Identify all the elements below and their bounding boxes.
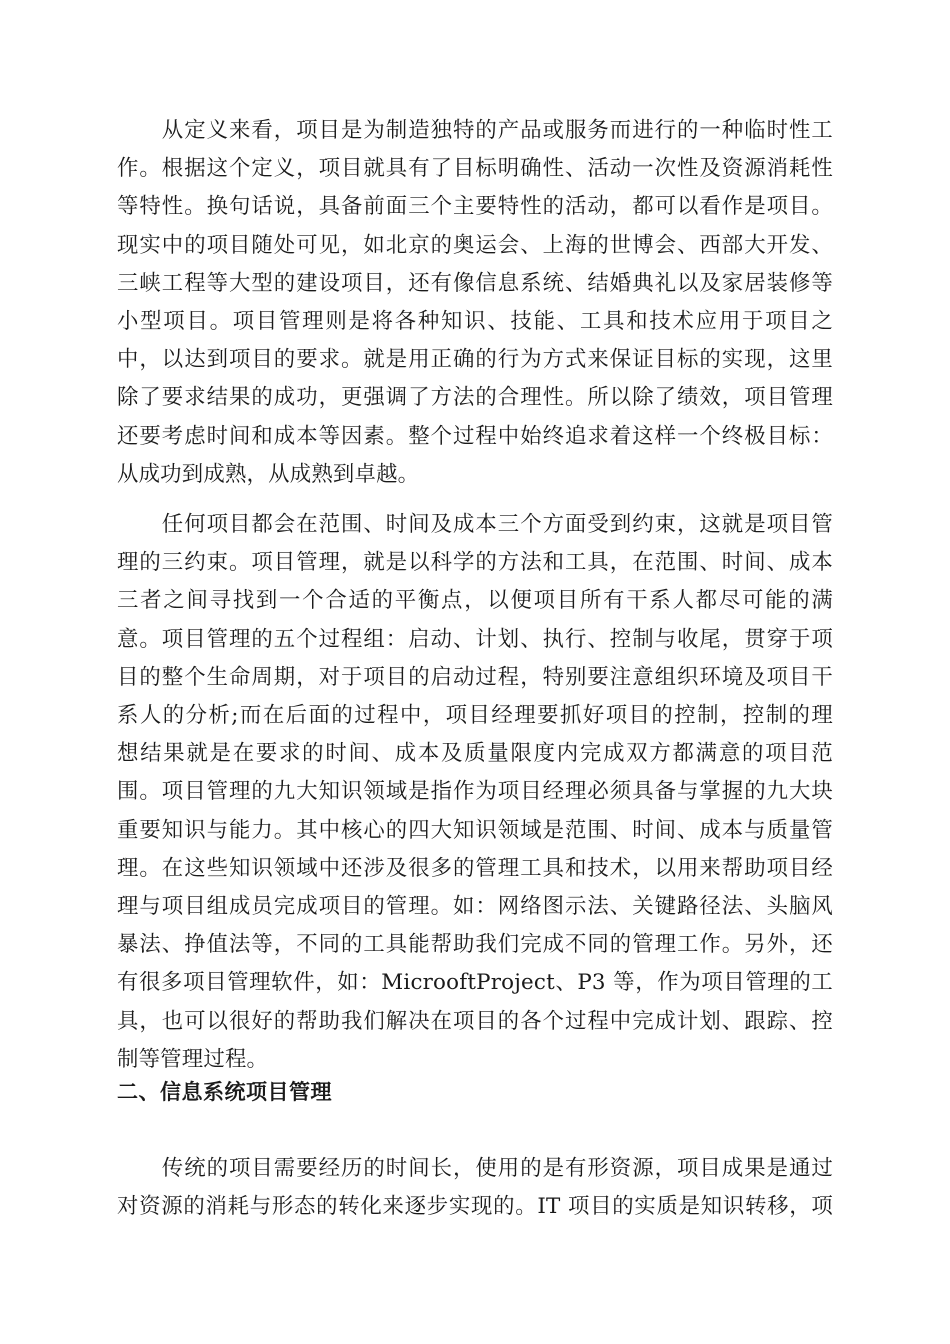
paragraph-2-text: 任何项目都会在范围、时间及成本三个方面受到约束，这就是项目管 理的三约束。项目管理，就是以科学的方法和工具，在范围、时间、成本 三者之间寻找到一个合适的平衡点，以便项目所有干系人都尽可能的满 意。项目管理的五个过程组：启动、计划、执行、控制与收尾，贯穿于项 目的整个生命周期，对于项目的启动过程，特别要注意组织环境及项目干 系人的分析;而在后面的过程中，项目经理要抓好项目的控制，控制的理 想结果就是在要求的时间、成本及质量限度内完成双方都满意的项目范 围。项目管理的九大知识领域是指作为项目经理必须具备与掌握的九大块 重要知识与能力。其中核心的四大知识领域是范围、时间、成本与质量管 理。在这些知识领域中还涉及很多的管理工具和技术，以用来帮助项目经 理与项目组成员完成项目的管理。如：网络图示法、关键路径法、头脑风 暴法、挣值法等，不同的工具能帮助我们完成不同的管理工作。另外，还 有很多项目管理软件，如：MicrooftProject、P3 等，作为项目管理的工 具，也可以很好的帮助我们解决在项目的各个过程中完成计划、跟踪、控 (117, 512, 833, 1034)
paragraph-it-projects (117, 1150, 833, 1226)
paragraph-project-constraints (117, 506, 833, 1079)
paragraph-1-last-line: 从成功到成熟，从成熟到卓越。 (117, 461, 420, 487)
section-heading: 二、信息系统项目管理 (117, 1080, 332, 1104)
paragraph-project-definition (117, 112, 833, 494)
paragraph-1-text: 从定义来看，项目是为制造独特的产品或服务而进行的一种临时性工 作。根据这个定义，项目就具有了目标明确性、活动一次性及资源消耗性 等特性。换句话说，具备前面三个主要特性的活动，都可以看作是项目。 现实中的项目随处可见，如北京的奥运会、上海的世博会、西部大开发、 三峡工程等大型的建设项目，还有像信息系统、结婚典礼以及家居装修等 小型项目。项目管理则是将各种知识、技能、工具和技术应用于项目之 中，以达到项目的要求。就是用正确的行为方式来保证目标的实现，这里 除了要求结果的成功，更强调了方法的合理性。所以除了绩效，项目管理 还要考虑时间和成本等因素。整个过程中始终追求着这样一个终极目标： (117, 118, 833, 449)
paragraph-2-last-line: 制等管理过程。 (117, 1046, 269, 1072)
paragraph-3-text: 传统的项目需要经历的时间长，使用的是有形资源，项目成果是通过 对资源的消耗与形态的转化来逐步实现的。IT 项目的实质是知识转移，项 (117, 1156, 833, 1220)
